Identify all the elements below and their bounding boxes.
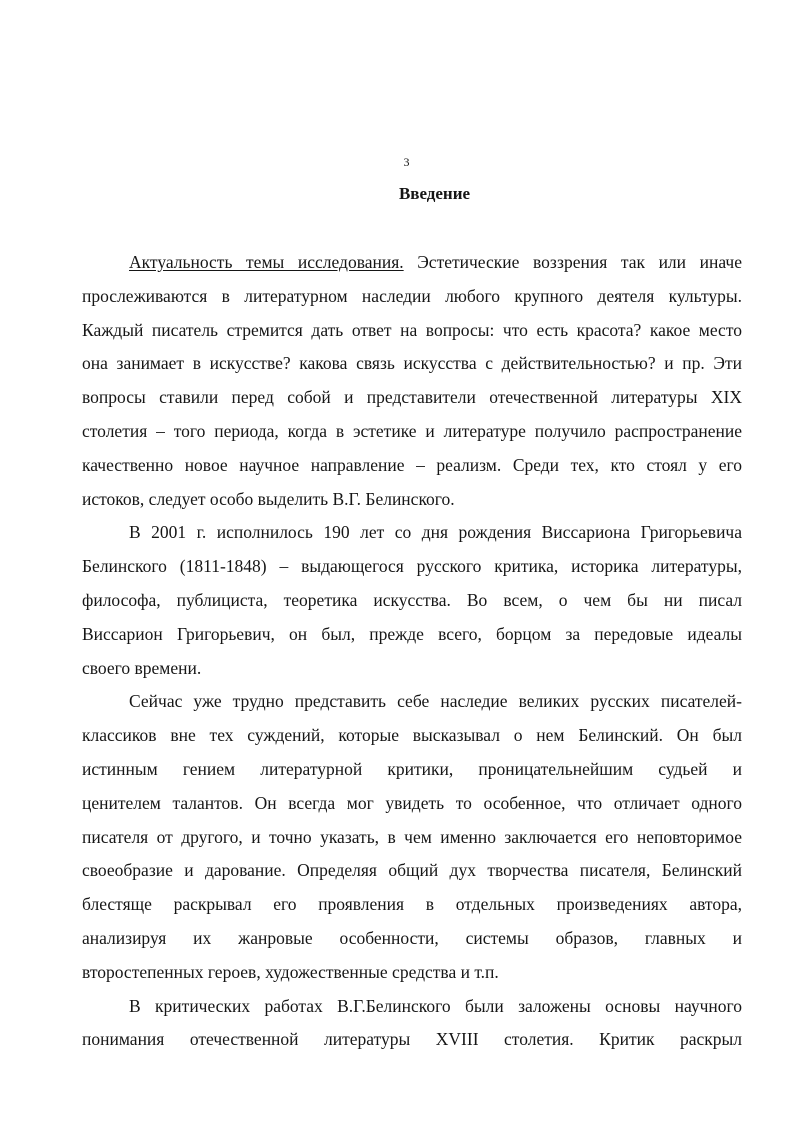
- page-number: 3: [403, 155, 410, 169]
- text-line: столетия – того периода, когда в эстетике и литературе получило распространение: [82, 420, 742, 441]
- paragraph-legacy: [82, 685, 742, 989]
- text-line: писателя от другого, и точно указать, в чем именно заключается его неповторимое: [82, 826, 742, 847]
- relevance-heading: Актуальность темы исследования.: [129, 252, 404, 272]
- text-line: В 2001 г. исполнилось 190 лет со дня рождения Виссариона Григорьевича: [129, 522, 742, 543]
- text-line: анализируя их жанровые особенности, системы образов, главных и: [82, 927, 742, 948]
- section-title: Введение: [398, 184, 471, 203]
- text-line: своеобразие и дарование. Определяя общий дух творчества писателя, Белинский: [82, 860, 742, 881]
- text-line: Сейчас уже трудно представить себе наследие великих русских писателей-: [129, 691, 742, 712]
- text-line: Виссарион Григорьевич, он был, прежде всего, борцом за передовые идеалы: [82, 623, 742, 644]
- text-line: качественно новое научное направление – реализм. Среди тех, кто стоял у его: [82, 454, 742, 475]
- text-line: своего времени.: [82, 657, 202, 678]
- text-line: [82, 246, 742, 280]
- text-line: философа, публициста, теоретика искусства. Во всем, о чем бы ни писал: [82, 589, 742, 610]
- text-line: понимания отечественной литературы XVIII столетия. Критик раскрыл: [82, 1029, 742, 1050]
- text-line: второстепенных героев, художественные средства и т.п.: [82, 961, 499, 982]
- text-run: Эстетические воззрения так или иначе: [403, 252, 742, 272]
- text-line: блестяще раскрывал его проявления в отдельных произведениях автора,: [82, 894, 742, 915]
- text-line: классиков вне тех суждений, которые высказывал о нем Белинский. Он был: [82, 725, 742, 746]
- text-line: она занимает в искусстве? какова связь искусства с действительностью? и пр. Эти: [82, 353, 742, 374]
- paragraph-relevance: [82, 246, 742, 516]
- body-text: [82, 246, 742, 1057]
- text-line: истинным гением литературной критики, проницательнейшим судьей и: [82, 758, 742, 779]
- text-line: В критических работах В.Г.Белинского были заложены основы научного: [129, 995, 742, 1016]
- text-line: Каждый писатель стремится дать ответ на вопросы: что есть красота? какое место: [82, 319, 742, 340]
- paragraph-anniversary: [82, 516, 742, 685]
- text-line: прослеживаются в литературном наследии любого крупного деятеля культуры.: [82, 285, 742, 306]
- text-line: ценителем талантов. Он всегда мог увидеть то особенное, что отличает одного: [82, 792, 742, 813]
- text-line: Белинского (1811-1848) – выдающегося русского критика, историка литературы,: [82, 556, 742, 577]
- text-line: вопросы ставили перед собой и представители отечественной литературы XIX: [82, 387, 742, 408]
- text-line: истоков, следует особо выделить В.Г. Белинского.: [82, 488, 455, 509]
- paragraph-critical-works: [82, 990, 742, 1058]
